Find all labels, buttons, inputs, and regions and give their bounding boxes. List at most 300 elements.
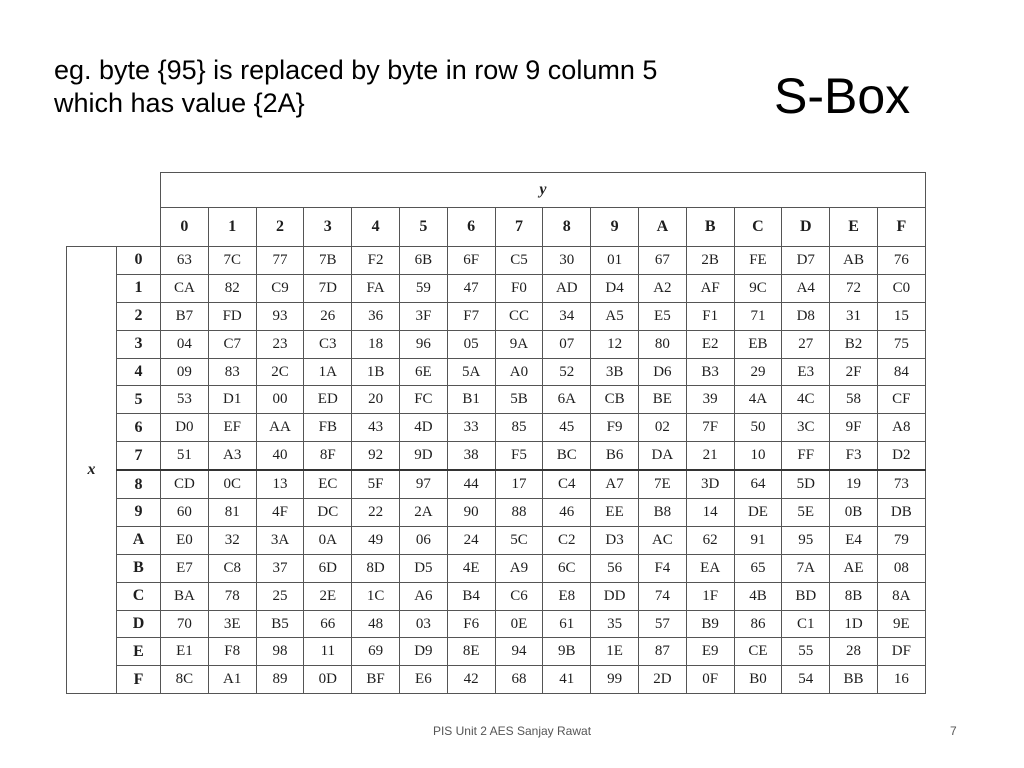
- sbox-cell: 1E: [591, 638, 639, 666]
- sbox-cell: B0: [734, 666, 782, 694]
- sbox-cell: 7F: [686, 414, 734, 442]
- column-header: F: [877, 208, 925, 247]
- sbox-cell: 3E: [208, 610, 256, 638]
- sbox-cell: 67: [638, 247, 686, 275]
- sbox-cell: 77: [256, 247, 304, 275]
- sbox-cell: 33: [447, 414, 495, 442]
- sbox-cell: 8B: [830, 582, 878, 610]
- sbox-cell: 9B: [543, 638, 591, 666]
- y-axis-label: y: [161, 173, 926, 208]
- slide-footer: PIS Unit 2 AES Sanjay Rawat: [432, 724, 592, 738]
- sbox-cell: A2: [638, 274, 686, 302]
- sbox-cell: 0B: [830, 499, 878, 527]
- sbox-cell: 28: [830, 638, 878, 666]
- sbox-cell: 35: [591, 610, 639, 638]
- sbox-cell: 03: [399, 610, 447, 638]
- sbox-cell: DF: [877, 638, 925, 666]
- table-row: [67, 386, 926, 414]
- sbox-cell: 13: [256, 470, 304, 498]
- sbox-cell: 7A: [782, 554, 830, 582]
- row-header: F: [117, 666, 161, 694]
- sbox-cell: E7: [161, 554, 209, 582]
- row-header: 5: [117, 386, 161, 414]
- table-row: [67, 274, 926, 302]
- sbox-cell: 10: [734, 442, 782, 470]
- sbox-cell: D0: [161, 414, 209, 442]
- sbox-cell: FD: [208, 302, 256, 330]
- sbox-cell: 31: [830, 302, 878, 330]
- sbox-cell: 6D: [304, 554, 352, 582]
- sbox-cell: 96: [399, 330, 447, 358]
- table-row: [67, 610, 926, 638]
- sbox-cell: BB: [830, 666, 878, 694]
- sbox-cell: B6: [591, 442, 639, 470]
- sbox-cell: A6: [399, 582, 447, 610]
- sbox-cell: 95: [782, 526, 830, 554]
- sbox-cell: A9: [495, 554, 543, 582]
- corner-blank: [67, 208, 161, 247]
- sbox-cell: 53: [161, 386, 209, 414]
- sbox-cell: 60: [161, 499, 209, 527]
- row-header: 8: [117, 470, 161, 498]
- column-header: B: [686, 208, 734, 247]
- column-header: 4: [352, 208, 400, 247]
- row-header: A: [117, 526, 161, 554]
- sbox-cell: B1: [447, 386, 495, 414]
- sbox-cell: 64: [734, 470, 782, 498]
- sbox-cell: AE: [830, 554, 878, 582]
- sbox-cell: A0: [495, 358, 543, 386]
- sbox-cell: FE: [734, 247, 782, 275]
- sbox-cell: 2B: [686, 247, 734, 275]
- sbox-cell: D9: [399, 638, 447, 666]
- sbox-cell: 7C: [208, 247, 256, 275]
- sbox-cell: 94: [495, 638, 543, 666]
- sbox-cell: 37: [256, 554, 304, 582]
- sbox-cell: 9E: [877, 610, 925, 638]
- sbox-cell: 15: [877, 302, 925, 330]
- sbox-cell: 82: [208, 274, 256, 302]
- sbox-cell: 7E: [638, 470, 686, 498]
- sbox-cell: E1: [161, 638, 209, 666]
- sbox-cell: 83: [208, 358, 256, 386]
- sbox-cell: 6E: [399, 358, 447, 386]
- sbox-cell: CC: [495, 302, 543, 330]
- sbox-cell: F5: [495, 442, 543, 470]
- sbox-cell: CD: [161, 470, 209, 498]
- sbox-cell: 2E: [304, 582, 352, 610]
- sbox-cell: 14: [686, 499, 734, 527]
- sbox-cell: 5C: [495, 526, 543, 554]
- caption-line-1: eg. byte {95} is replaced by byte in row 9 column 5: [54, 55, 658, 85]
- sbox-cell: F3: [830, 442, 878, 470]
- sbox-cell: C2: [543, 526, 591, 554]
- sbox-cell: 42: [447, 666, 495, 694]
- sbox-cell: EB: [734, 330, 782, 358]
- sbox-cell: 45: [543, 414, 591, 442]
- sbox-cell: 01: [591, 247, 639, 275]
- sbox-cell: 00: [256, 386, 304, 414]
- corner-blank: [67, 173, 161, 208]
- sbox-cell: 9D: [399, 442, 447, 470]
- sbox-cell: F4: [638, 554, 686, 582]
- table-row: [67, 302, 926, 330]
- row-header: 4: [117, 358, 161, 386]
- sbox-cell: F7: [447, 302, 495, 330]
- sbox-cell: 66: [304, 610, 352, 638]
- sbox-cell: 9A: [495, 330, 543, 358]
- sbox-cell: 4E: [447, 554, 495, 582]
- sbox-cell: 78: [208, 582, 256, 610]
- sbox-cell: 6B: [399, 247, 447, 275]
- sbox-cell: E8: [543, 582, 591, 610]
- table-row: [67, 442, 926, 470]
- sbox-cell: 90: [447, 499, 495, 527]
- sbox-cell: E5: [638, 302, 686, 330]
- column-header: D: [782, 208, 830, 247]
- table-row: [67, 666, 926, 694]
- sbox-cell: 41: [543, 666, 591, 694]
- sbox-cell: 40: [256, 442, 304, 470]
- sbox-cell: 71: [734, 302, 782, 330]
- sbox-cell: 30: [543, 247, 591, 275]
- sbox-cell: DA: [638, 442, 686, 470]
- sbox-cell: 4C: [782, 386, 830, 414]
- sbox-cell: 91: [734, 526, 782, 554]
- sbox-cell: 38: [447, 442, 495, 470]
- sbox-cell: 51: [161, 442, 209, 470]
- sbox-cell: 26: [304, 302, 352, 330]
- sbox-cell: F0: [495, 274, 543, 302]
- sbox-cell: 58: [830, 386, 878, 414]
- sbox-cell: 08: [877, 554, 925, 582]
- row-header: 2: [117, 302, 161, 330]
- sbox-cell: 8A: [877, 582, 925, 610]
- sbox-cell: C5: [495, 247, 543, 275]
- slide-title: S-Box: [774, 68, 911, 124]
- sbox-cell: 9F: [830, 414, 878, 442]
- sbox-cell: 44: [447, 470, 495, 498]
- sbox-cell: BF: [352, 666, 400, 694]
- column-header-row: [67, 208, 926, 247]
- sbox-cell: 1D: [830, 610, 878, 638]
- sbox-cell: 07: [543, 330, 591, 358]
- sbox-cell: 47: [447, 274, 495, 302]
- sbox-cell: B7: [161, 302, 209, 330]
- sbox-cell: C4: [543, 470, 591, 498]
- table-row: [67, 247, 926, 275]
- row-header: 0: [117, 247, 161, 275]
- sbox-cell: 73: [877, 470, 925, 498]
- table-row: [67, 638, 926, 666]
- sbox-cell: EF: [208, 414, 256, 442]
- sbox-cell: A3: [208, 442, 256, 470]
- row-header: E: [117, 638, 161, 666]
- sbox-cell: C6: [495, 582, 543, 610]
- sbox-cell: DD: [591, 582, 639, 610]
- sbox-cell: FA: [352, 274, 400, 302]
- sbox-cell: 11: [304, 638, 352, 666]
- sbox-cell: 7D: [304, 274, 352, 302]
- sbox-cell: E4: [830, 526, 878, 554]
- sbox-cell: 16: [877, 666, 925, 694]
- sbox-cell: 32: [208, 526, 256, 554]
- sbox-cell: A7: [591, 470, 639, 498]
- sbox-cell: C3: [304, 330, 352, 358]
- sbox-cell: 2F: [830, 358, 878, 386]
- sbox-cell: BD: [782, 582, 830, 610]
- sbox-cell: 39: [686, 386, 734, 414]
- row-header: 1: [117, 274, 161, 302]
- sbox-cell: E6: [399, 666, 447, 694]
- table-row: [67, 358, 926, 386]
- sbox-cell: D7: [782, 247, 830, 275]
- sbox-cell: 56: [591, 554, 639, 582]
- sbox-cell: 54: [782, 666, 830, 694]
- column-header: C: [734, 208, 782, 247]
- sbox-cell: F2: [352, 247, 400, 275]
- sbox-cell: 0D: [304, 666, 352, 694]
- sbox-cell: BA: [161, 582, 209, 610]
- sbox-cell: F9: [591, 414, 639, 442]
- sbox-cell: C9: [256, 274, 304, 302]
- sbox-cell: 93: [256, 302, 304, 330]
- sbox-cell: 72: [830, 274, 878, 302]
- sbox-cell: 27: [782, 330, 830, 358]
- sbox-cell: FF: [782, 442, 830, 470]
- table-row: [67, 499, 926, 527]
- row-header: C: [117, 582, 161, 610]
- sbox-cell: 05: [447, 330, 495, 358]
- sbox-cell: 99: [591, 666, 639, 694]
- sbox-cell: 12: [591, 330, 639, 358]
- sbox-cell: 68: [495, 666, 543, 694]
- sbox-cell: 5F: [352, 470, 400, 498]
- column-header: 2: [256, 208, 304, 247]
- sbox-cell: 79: [877, 526, 925, 554]
- row-header: D: [117, 610, 161, 638]
- sbox-cell: 6F: [447, 247, 495, 275]
- sbox-cell: 43: [352, 414, 400, 442]
- column-header: 9: [591, 208, 639, 247]
- sbox-cell: 92: [352, 442, 400, 470]
- sbox-cell: 17: [495, 470, 543, 498]
- sbox-cell: E2: [686, 330, 734, 358]
- sbox-cell: 1C: [352, 582, 400, 610]
- sbox-cell: 65: [734, 554, 782, 582]
- x-axis-label: x: [67, 247, 117, 694]
- caption-line-2: which has value {2A}: [54, 88, 305, 118]
- row-header: 3: [117, 330, 161, 358]
- sbox-cell: F8: [208, 638, 256, 666]
- sbox-cell: 2D: [638, 666, 686, 694]
- sbox-cell: 84: [877, 358, 925, 386]
- sbox-cell: 29: [734, 358, 782, 386]
- sbox-cell: C0: [877, 274, 925, 302]
- sbox-cell: D2: [877, 442, 925, 470]
- sbox-cell: A1: [208, 666, 256, 694]
- sbox-cell: C1: [782, 610, 830, 638]
- sbox-cell: 3B: [591, 358, 639, 386]
- sbox-cell: EC: [304, 470, 352, 498]
- row-header: 6: [117, 414, 161, 442]
- sbox-cell: EE: [591, 499, 639, 527]
- sbox-cell: 4A: [734, 386, 782, 414]
- sbox-cell: 81: [208, 499, 256, 527]
- sbox-cell: 76: [877, 247, 925, 275]
- sbox-cell: 25: [256, 582, 304, 610]
- sbox-cell: ED: [304, 386, 352, 414]
- sbox-cell: D5: [399, 554, 447, 582]
- sbox-cell: 8E: [447, 638, 495, 666]
- sbox-cell: 04: [161, 330, 209, 358]
- sbox-cell: 36: [352, 302, 400, 330]
- sbox-cell: AC: [638, 526, 686, 554]
- table-row: [67, 526, 926, 554]
- sbox-cell: 5E: [782, 499, 830, 527]
- sbox-cell: 06: [399, 526, 447, 554]
- column-header: E: [830, 208, 878, 247]
- sbox-cell: E0: [161, 526, 209, 554]
- sbox-cell: 98: [256, 638, 304, 666]
- sbox-cell: 0A: [304, 526, 352, 554]
- sbox-cell: C7: [208, 330, 256, 358]
- sbox-cell: 55: [782, 638, 830, 666]
- sbox-cell: AF: [686, 274, 734, 302]
- sbox-cell: 1F: [686, 582, 734, 610]
- sbox-cell: 5D: [782, 470, 830, 498]
- sbox-cell: 8C: [161, 666, 209, 694]
- sbox-cell: A4: [782, 274, 830, 302]
- sbox-cell: 18: [352, 330, 400, 358]
- column-header: 7: [495, 208, 543, 247]
- slide-caption: [54, 54, 774, 120]
- sbox-cell: 59: [399, 274, 447, 302]
- sbox-cell: 8F: [304, 442, 352, 470]
- sbox-cell: 89: [256, 666, 304, 694]
- sbox-cell: DB: [877, 499, 925, 527]
- sbox-cell: 75: [877, 330, 925, 358]
- sbox-cell: 3D: [686, 470, 734, 498]
- sbox-cell: D3: [591, 526, 639, 554]
- sbox-cell: 5A: [447, 358, 495, 386]
- sbox-cell: AB: [830, 247, 878, 275]
- column-header: 0: [161, 208, 209, 247]
- sbox-cell: F1: [686, 302, 734, 330]
- sbox-cell: 1B: [352, 358, 400, 386]
- sbox-cell: B2: [830, 330, 878, 358]
- sbox-cell: 2C: [256, 358, 304, 386]
- sbox-cell: 4D: [399, 414, 447, 442]
- sbox-cell: 63: [161, 247, 209, 275]
- sbox-cell: 7B: [304, 247, 352, 275]
- sbox-cell: 3F: [399, 302, 447, 330]
- sbox-cell: 48: [352, 610, 400, 638]
- sbox-cell: 0E: [495, 610, 543, 638]
- sbox-cell: 70: [161, 610, 209, 638]
- table-row: [67, 414, 926, 442]
- sbox-cell: E3: [782, 358, 830, 386]
- sbox-cell: 0C: [208, 470, 256, 498]
- sbox-cell: 87: [638, 638, 686, 666]
- row-header: 7: [117, 442, 161, 470]
- sbox-cell: 0F: [686, 666, 734, 694]
- table-row: [67, 470, 926, 498]
- column-header: 1: [208, 208, 256, 247]
- sbox-cell: B8: [638, 499, 686, 527]
- sbox-cell: 97: [399, 470, 447, 498]
- sbox-cell: BC: [543, 442, 591, 470]
- column-header: 8: [543, 208, 591, 247]
- sbox-cell: AA: [256, 414, 304, 442]
- sbox-cell: B9: [686, 610, 734, 638]
- sbox-cell: 24: [447, 526, 495, 554]
- sbox-cell: BE: [638, 386, 686, 414]
- sbox-cell: 2A: [399, 499, 447, 527]
- sbox-cell: D6: [638, 358, 686, 386]
- sbox-cell: 34: [543, 302, 591, 330]
- sbox-cell: 23: [256, 330, 304, 358]
- sbox-cell: CB: [591, 386, 639, 414]
- sbox-cell: E9: [686, 638, 734, 666]
- sbox-cell: A5: [591, 302, 639, 330]
- sbox-cell: 3A: [256, 526, 304, 554]
- sbox-cell: 49: [352, 526, 400, 554]
- sbox-body: [67, 247, 926, 694]
- sbox-cell: B3: [686, 358, 734, 386]
- sbox-cell: 6C: [543, 554, 591, 582]
- sbox-cell: 57: [638, 610, 686, 638]
- sbox-cell: 69: [352, 638, 400, 666]
- sbox-cell: 02: [638, 414, 686, 442]
- sbox-cell: B5: [256, 610, 304, 638]
- sbox-cell: 50: [734, 414, 782, 442]
- sbox-cell: 62: [686, 526, 734, 554]
- sbox-cell: D1: [208, 386, 256, 414]
- sbox-cell: FB: [304, 414, 352, 442]
- column-header: A: [638, 208, 686, 247]
- sbox-cell: D4: [591, 274, 639, 302]
- sbox-cell: 86: [734, 610, 782, 638]
- sbox-cell: 5B: [495, 386, 543, 414]
- sbox-cell: F6: [447, 610, 495, 638]
- sbox-cell: 4B: [734, 582, 782, 610]
- sbox-table: [66, 172, 926, 694]
- sbox-cell: A8: [877, 414, 925, 442]
- row-header: 9: [117, 499, 161, 527]
- sbox-cell: DC: [304, 499, 352, 527]
- sbox-cell: 46: [543, 499, 591, 527]
- sbox-cell: 6A: [543, 386, 591, 414]
- sbox-cell: 88: [495, 499, 543, 527]
- sbox-cell: CA: [161, 274, 209, 302]
- sbox-cell: 8D: [352, 554, 400, 582]
- sbox-cell: 1A: [304, 358, 352, 386]
- column-header: 6: [447, 208, 495, 247]
- page-number: 7: [950, 724, 957, 738]
- sbox-cell: CE: [734, 638, 782, 666]
- table-row: [67, 582, 926, 610]
- sbox-cell: 09: [161, 358, 209, 386]
- sbox-cell: D8: [782, 302, 830, 330]
- table-row: [67, 554, 926, 582]
- sbox-cell: C8: [208, 554, 256, 582]
- sbox-cell: 9C: [734, 274, 782, 302]
- sbox-cell: CF: [877, 386, 925, 414]
- sbox-cell: 3C: [782, 414, 830, 442]
- sbox-cell: DE: [734, 499, 782, 527]
- column-header: 5: [399, 208, 447, 247]
